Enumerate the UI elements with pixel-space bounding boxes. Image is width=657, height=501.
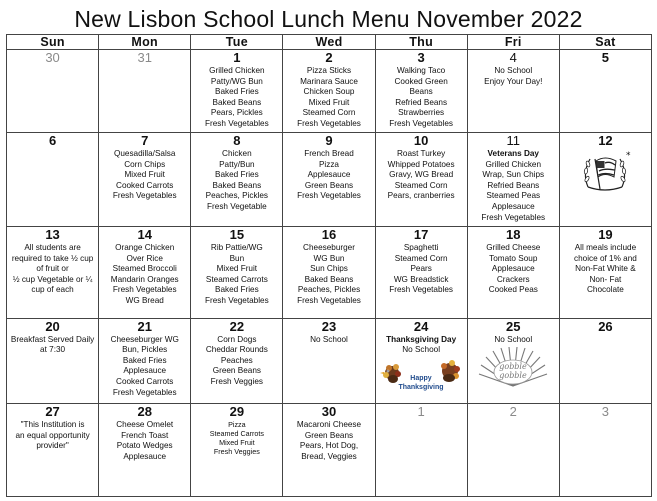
day-cell-nov-26 — [559, 318, 651, 404]
svg-text:*: * — [626, 151, 631, 162]
menu-item: Cooked Carrots — [116, 377, 174, 387]
menu-item: Walking Taco — [397, 66, 446, 75]
menu-item: Pears, Hot Dog, — [299, 441, 359, 451]
weekday-header-row — [7, 35, 652, 50]
menu-item: Green Beans — [304, 430, 354, 440]
menu-items — [191, 334, 282, 388]
menu-item: Grilled Chicken — [209, 66, 265, 75]
happy-word: Happy — [410, 374, 432, 382]
menu-item: Pears, cranberries — [387, 191, 455, 201]
menu-item: WG Bread — [125, 295, 164, 305]
week-row — [7, 226, 652, 318]
menu-items — [468, 65, 559, 87]
day-cell-nov-23 — [283, 318, 375, 404]
menu-item: Corn Chips — [124, 159, 166, 169]
menu-items — [191, 419, 282, 456]
day-cell-nov-28 — [99, 404, 191, 497]
day-cell-nov-18 — [467, 226, 559, 318]
thanksgiving-word: Thanksgiving — [398, 383, 444, 391]
weekday-tue: Tue — [191, 35, 283, 50]
note-line: of fruit or — [36, 264, 69, 274]
day-cell-nov-3 — [375, 50, 467, 133]
menu-item: Steamed Carrots — [209, 429, 265, 439]
menu-item: Over Rice — [126, 253, 163, 263]
day-number: 5 — [601, 50, 610, 65]
menu-item: Fresh Vegetables — [297, 118, 361, 128]
weekday-fri: Fri — [467, 35, 559, 50]
menu-item: Tomato Soup — [489, 253, 538, 263]
menu-item: Quesadilla/Salsa — [113, 149, 176, 159]
menu-item: Steamed Corn — [394, 180, 448, 190]
holiday-heading: Veterans Day — [487, 149, 539, 159]
menu-item: Cooked Carrots — [116, 180, 174, 190]
menu-item: Cheddar Rounds — [205, 345, 268, 355]
menu-item: Mixed Fruit — [308, 97, 350, 107]
day-cell-nov-30 — [283, 404, 375, 497]
day-cell-nov-7 — [99, 133, 191, 227]
menu-item: Mixed Fruit — [124, 170, 165, 180]
day-cell-nov-22 — [191, 318, 283, 404]
note-line: provider" — [36, 441, 69, 451]
menu-items — [376, 242, 467, 296]
menu-item: Fresh Vegetables — [297, 295, 361, 305]
menu-item: No School — [402, 345, 441, 355]
menu-item: Applesauce — [491, 201, 535, 211]
menu-item: Macaroni Cheese — [296, 420, 362, 430]
day-number: 2 — [509, 404, 517, 420]
menu-items — [191, 65, 282, 130]
day-cell-nov-13 — [7, 226, 99, 318]
menu-item: WG Breadstick — [393, 274, 449, 284]
day-cell-nov-4 — [467, 50, 559, 133]
menu-items — [468, 148, 559, 223]
menu-item: Steamed Carrots — [205, 274, 268, 284]
day-number: 20 — [45, 318, 60, 334]
menu-item: Sun Chips — [310, 264, 348, 274]
day-cell-nov-9 — [283, 133, 375, 227]
day-cell-nov-11 — [467, 133, 559, 227]
menu-items — [99, 148, 190, 202]
menu-item: French Toast — [121, 430, 169, 440]
day-cell-nov-25 — [467, 318, 559, 404]
menu-items — [376, 148, 467, 202]
menu-items — [376, 65, 467, 130]
menu-item: Pears, Pickles — [210, 108, 263, 118]
menu-item: Baked Beans — [212, 97, 262, 107]
menu-items — [283, 148, 374, 202]
day-cell-nov-12 — [559, 133, 651, 227]
menu-items — [99, 242, 190, 307]
gobble-word: gobble — [499, 362, 528, 372]
menu-item: Applesauce — [491, 264, 535, 274]
day-cell-nov-14 — [99, 226, 191, 318]
day-number: 19 — [598, 226, 613, 242]
menu-item: Marinara Sauce — [300, 76, 358, 86]
day-number: 6 — [48, 133, 57, 149]
menu-item: Refried Beans — [395, 97, 448, 107]
menu-item: Fresh Vegetables — [389, 118, 453, 128]
day-cell-nov-2 — [283, 50, 375, 133]
menu-item: No School — [494, 334, 533, 344]
menu-item: Baked Fries — [122, 355, 167, 365]
day-number: 9 — [325, 133, 333, 149]
day-cell-nov-20 — [7, 318, 99, 404]
week-row — [7, 50, 652, 133]
day-number: 16 — [321, 226, 337, 242]
equal-opportunity-note — [7, 419, 98, 452]
menu-item: Fresh Vegetables — [112, 191, 177, 201]
menu-item: Cheeseburger WG — [110, 334, 179, 344]
menu-item: Gravy, WG Bread — [389, 170, 454, 180]
note-line: required to take ½ cup — [11, 253, 94, 263]
menu-item: Steamed Broccoli — [112, 264, 177, 274]
menu-item: Beans — [409, 87, 433, 97]
menu-items — [283, 65, 374, 130]
menu-item: Fresh Vegetables — [112, 387, 177, 397]
day-number: 22 — [229, 318, 245, 334]
day-number: 2 — [325, 50, 333, 65]
menu-item: Cheeseburger — [303, 242, 355, 252]
day-cell-nov-10 — [375, 133, 467, 227]
menu-item: No School — [494, 66, 533, 75]
weekday-wed: Wed — [283, 35, 375, 50]
day-number: 1 — [233, 50, 241, 65]
day-number: 15 — [229, 226, 245, 242]
day-cell-nov-15 — [191, 226, 283, 318]
menu-item: Green Beans — [304, 180, 354, 190]
day-number: 29 — [229, 404, 245, 420]
menu-item: Cheese Omelet — [116, 420, 174, 430]
note-line: Chocolate — [586, 285, 624, 295]
menu-item: Pizza — [228, 420, 246, 430]
day-number: 17 — [413, 226, 429, 242]
menu-item: French Bread — [304, 149, 354, 159]
menu-item: Enjoy Your Day! — [484, 76, 543, 86]
day-number: 3 — [601, 404, 610, 420]
weekday-mon: Mon — [99, 35, 191, 50]
menu-item: Steamed Peas — [486, 191, 541, 201]
day-number: 23 — [321, 318, 337, 334]
menu-item: Potato Wedges — [116, 441, 173, 451]
day-cell-nov-29 — [191, 404, 283, 497]
day-number: 26 — [598, 318, 613, 334]
gobble-turkey-feathers-icon — [476, 346, 550, 388]
menu-item: Crackers — [496, 274, 530, 284]
menu-item: Peaches, Pickles — [297, 285, 361, 295]
happy-thanksgiving-turkey-icon — [378, 357, 464, 393]
menu-item: Fresh Veggies — [213, 447, 260, 457]
day-cell-oct-31 — [99, 50, 191, 133]
day-cell-nov-24 — [375, 318, 467, 404]
day-cell-nov-19 — [559, 226, 651, 318]
menu-item: Cooked Peas — [488, 285, 538, 295]
note-line: Breakfast Served Daily — [10, 334, 95, 344]
day-number: 7 — [141, 133, 149, 149]
menu-item: Fresh Vegetables — [112, 285, 177, 295]
menu-title: New Lisbon School Lunch Menu November 2022 — [74, 6, 583, 32]
note-line: choice of 1% and — [574, 253, 637, 263]
menu-item: Mixed Fruit — [219, 438, 255, 448]
menu-items — [283, 419, 374, 462]
calendar-grid — [6, 34, 652, 497]
menu-item: Chicken Soup — [303, 87, 355, 97]
day-number: 4 — [509, 50, 517, 65]
week-row — [7, 318, 652, 404]
day-cell-dec-3 — [559, 404, 651, 497]
menu-item: No School — [310, 334, 348, 344]
menu-item: Steamed Corn — [394, 253, 448, 263]
day-cell-nov-27 — [7, 404, 99, 497]
day-number: 14 — [137, 226, 152, 242]
holiday-heading: Thanksgiving Day — [386, 334, 457, 344]
week-row — [7, 404, 652, 497]
menu-item: Spaghetti — [403, 242, 439, 252]
menu-item: Bun, Pickles — [122, 345, 168, 355]
day-number: 30 — [321, 404, 337, 420]
menu-item: Corn Dogs — [217, 334, 257, 344]
menu-item: Fresh Vegetables — [204, 118, 269, 128]
menu-item: WG Bun — [313, 253, 345, 263]
menu-item: Roast Turkey — [397, 149, 446, 159]
menu-item: Mixed Fruit — [216, 264, 258, 274]
menu-item: Steamed Corn — [302, 108, 356, 118]
day-number: 21 — [137, 318, 152, 334]
menu-items — [468, 242, 559, 296]
menu-item: Wrap, Sun Chips — [482, 170, 545, 180]
menu-item: Fresh Vegetable — [207, 201, 267, 211]
menu-item: Pizza — [318, 159, 339, 169]
menu-item: Patty/Bun — [219, 159, 255, 169]
menu-item: Pizza Sticks — [306, 66, 352, 75]
menu-item: Baked Fries — [215, 170, 259, 180]
menu-item: Strawberries — [398, 108, 445, 118]
note-line: at 7:30 — [40, 345, 66, 355]
day-number: 3 — [417, 50, 425, 65]
gobble-word: gobble — [499, 371, 528, 381]
day-cell-dec-2 — [467, 404, 559, 497]
menu-item: Peaches, Pickles — [205, 191, 269, 201]
weekday-sat: Sat — [559, 35, 651, 50]
menu-item: Peaches — [220, 355, 253, 365]
note-line: Non- Fat — [589, 274, 622, 284]
note-line: Non-Fat White & — [575, 264, 636, 274]
menu-item: Applesauce — [307, 170, 351, 180]
note-line: cup of each — [31, 285, 74, 295]
menu-items — [468, 334, 559, 346]
day-cell-nov-17 — [375, 226, 467, 318]
day-number: 24 — [413, 318, 429, 334]
menu-items — [99, 334, 190, 399]
menu-item: Bread, Veggies — [301, 451, 357, 461]
note-line: "This Institution is — [20, 420, 85, 430]
fruit-veg-requirement-note — [7, 242, 98, 296]
note-line: All meals include — [574, 242, 637, 252]
menu-item: Green Beans — [212, 366, 261, 376]
menu-item: Grilled Cheese — [486, 242, 541, 252]
day-cell-nov-1 — [191, 50, 283, 133]
menu-item: Refried Beans — [487, 180, 540, 190]
weekday-thu: Thu — [375, 35, 467, 50]
menu-item: Fresh Vegetables — [297, 191, 361, 201]
note-line: ½ cup Vegetable or ¼ — [12, 274, 93, 284]
day-cell-nov-16 — [283, 226, 375, 318]
menu-items — [283, 334, 374, 346]
menu-items — [283, 242, 374, 307]
menu-item: Cooked Green — [394, 76, 448, 86]
menu-item: Fresh Veggies — [210, 377, 264, 387]
menu-item: Fresh Vegetables — [389, 285, 453, 295]
day-number: 8 — [233, 133, 241, 149]
day-number: 12 — [598, 133, 613, 149]
flag-wreath-icon — [578, 149, 632, 193]
day-number: 13 — [45, 226, 60, 242]
day-cell-nov-5 — [559, 50, 651, 133]
day-number: 18 — [506, 226, 521, 242]
menu-item: Baked Fries — [215, 87, 259, 97]
week-row — [7, 133, 652, 227]
menu-item: Baked Beans — [212, 180, 262, 190]
menu-item: Baked Beans — [304, 274, 354, 284]
day-cell-dec-1 — [375, 404, 467, 497]
menu-item: Patty/WG Bun — [210, 76, 263, 86]
weekday-sun: Sun — [7, 35, 99, 50]
menu-item: Pears — [410, 264, 432, 274]
menu-item: Fresh Vegetables — [204, 295, 269, 305]
menu-item: Whipped Potatoes — [387, 159, 455, 169]
milk-choice-note — [560, 242, 651, 296]
day-cell-nov-8 — [191, 133, 283, 227]
day-number: 11 — [506, 133, 521, 149]
day-cell-oct-30 — [7, 50, 99, 133]
day-number: 31 — [137, 50, 152, 65]
day-cell-nov-6 — [7, 133, 99, 227]
breakfast-note — [7, 334, 98, 356]
day-cell-nov-21 — [99, 318, 191, 404]
day-number: 10 — [413, 133, 429, 149]
menu-item: Baked Fries — [215, 285, 259, 295]
menu-items — [99, 419, 190, 462]
menu-item: Fresh Vegetables — [481, 212, 546, 222]
menu-item: Orange Chicken — [115, 242, 175, 252]
menu-item: Mandarin Oranges — [110, 274, 179, 284]
menu-item: Rib Pattie/WG — [210, 242, 263, 252]
menu-item: Grilled Chicken — [485, 159, 542, 169]
note-line: an equal opportunity — [15, 430, 90, 440]
menu-items — [191, 148, 282, 213]
day-number: 25 — [506, 318, 521, 334]
menu-item: Applesauce — [123, 366, 167, 376]
menu-items — [376, 334, 467, 356]
day-number: 28 — [137, 404, 152, 420]
menu-item: Bun — [229, 253, 245, 263]
note-line: All students are — [24, 242, 81, 252]
menu-items — [191, 242, 282, 307]
day-number: 1 — [417, 404, 425, 420]
menu-item: Chicken — [222, 149, 252, 159]
day-number: 30 — [45, 50, 60, 65]
menu-item: Applesauce — [123, 451, 167, 461]
day-number: 27 — [45, 404, 60, 420]
